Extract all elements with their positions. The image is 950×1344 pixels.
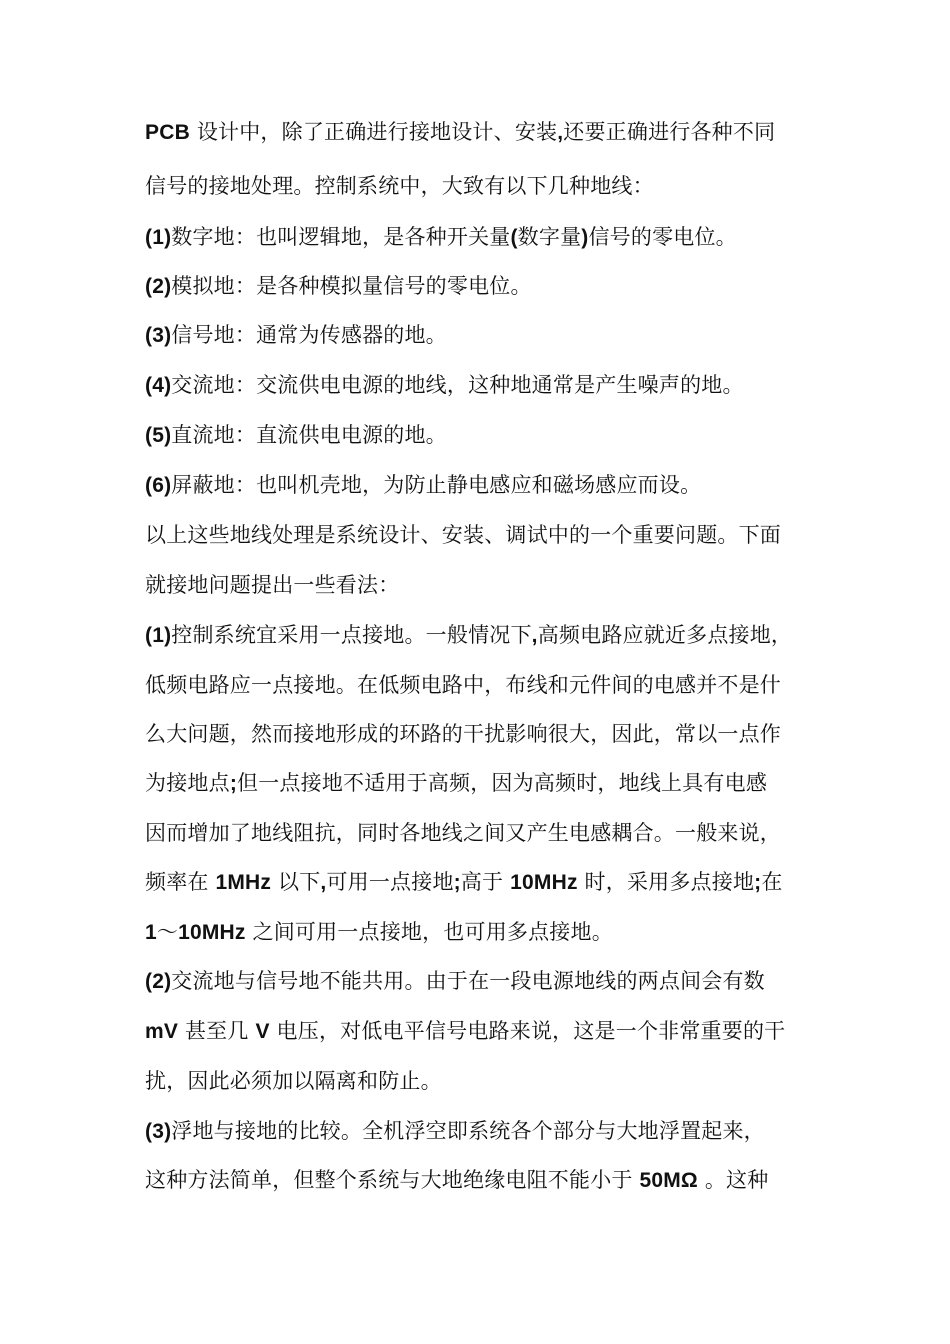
- text-line: [145, 867, 825, 898]
- text-run: 低频电路应一点接地。在低频电路中，布线和元件间的电感并不是什: [145, 673, 781, 697]
- text-run: 么大问题，然而接地形成的环路的干扰影响很大，因此，常以一点作: [145, 722, 781, 746]
- text-run: 电压，对低电平信号电路来说，这是一个非常重要的干: [269, 1019, 786, 1043]
- bold-text-run: V: [255, 1020, 270, 1043]
- bold-text-run: PCB: [145, 121, 190, 144]
- text-line: [145, 1165, 825, 1196]
- text-run: 以下: [271, 870, 321, 894]
- text-line: [145, 320, 825, 351]
- text-line: [145, 1016, 825, 1047]
- text-run: 以上这些地线处理是系统设计、安装、调试中的一个重要问题。下面: [145, 523, 781, 547]
- bold-text-run: ,: [320, 871, 327, 894]
- bold-text-run: (1): [145, 624, 172, 647]
- text-run: 。这种: [697, 1168, 769, 1192]
- text-run: 数字量: [517, 225, 582, 249]
- bold-text-run: (3): [145, 1120, 172, 1143]
- text-run: 高频电路应就近多点接地，: [537, 623, 793, 647]
- text-line: [145, 570, 825, 600]
- text-run: 之间可用一点接地，也可用多点接地。: [245, 920, 613, 944]
- text-run: 浮地与接地的比较。全机浮空即系统各个部分与大地浮置起来，: [171, 1119, 765, 1143]
- text-run: 信号的接地处理。控制系统中，大致有以下几种地线：: [145, 174, 654, 198]
- text-line: [145, 271, 825, 302]
- text-run: 甚至几: [178, 1019, 256, 1043]
- bold-text-run: (2): [145, 275, 172, 298]
- bold-text-run: (: [510, 226, 518, 249]
- bold-text-run: 1: [145, 921, 157, 944]
- bold-text-run: (1): [145, 226, 172, 249]
- bold-text-run: (2): [145, 970, 172, 993]
- text-run: 因而增加了地线阻抗，同时各地线之间又产生电感耦合。一般来说，: [145, 821, 781, 845]
- text-run: 高于: [460, 870, 511, 894]
- text-run: 信号地：通常为传感器的地。: [171, 323, 447, 347]
- bold-text-run: (4): [145, 374, 172, 397]
- bold-text-run: mV: [145, 1020, 179, 1043]
- text-run: 这种方法简单，但整个系统与大地绝缘电阻不能小于: [145, 1168, 640, 1192]
- bold-text-run: (5): [145, 424, 172, 447]
- bold-text-run: ,: [557, 121, 564, 144]
- text-run: 直流地：直流供电电源的地。: [171, 423, 447, 447]
- bold-text-run: (6): [145, 474, 172, 497]
- text-run: 在: [761, 870, 783, 894]
- text-line: [145, 1066, 825, 1096]
- text-run: 交流地：交流供电电源的地线，这种地通常是产生噪声的地。: [171, 373, 744, 397]
- text-run: 屏蔽地：也叫机壳地，为防止静电感应和磁场感应而设。: [171, 473, 702, 497]
- bold-text-run: 50MΩ: [639, 1169, 698, 1192]
- text-run: 频率在: [145, 870, 216, 894]
- text-run: 信号的零电位。: [588, 225, 737, 249]
- text-line: [145, 768, 825, 799]
- text-run: 交流地与信号地不能共用。由于在一段电源地线的两点间会有数: [171, 969, 765, 993]
- text-run: 数字地：也叫逻辑地，是各种开关量: [171, 225, 511, 249]
- text-line: [145, 818, 825, 848]
- bold-text-run: 1MHz: [215, 871, 272, 894]
- text-line: [145, 670, 825, 700]
- bold-text-run: (3): [145, 324, 172, 347]
- text-line: [145, 917, 825, 948]
- text-line: [145, 222, 825, 253]
- text-run: ～: [156, 920, 179, 944]
- text-run: 还要正确进行各种不同: [563, 120, 776, 144]
- text-run: 控制系统宜采用一点接地。一般情况下: [171, 623, 532, 647]
- text-line: [145, 171, 825, 201]
- text-run: 时，采用多点接地: [577, 870, 755, 894]
- text-run: 就接地问题提出一些看法：: [145, 573, 400, 597]
- text-line: [145, 420, 825, 451]
- text-line: [145, 520, 825, 550]
- text-line: [145, 370, 825, 401]
- bold-text-run: 10MHz: [178, 921, 246, 944]
- text-line: [145, 719, 825, 749]
- text-run: 但一点接地不适用于高频，因为高频时，地线上具有电感: [237, 771, 768, 795]
- text-line: [145, 470, 825, 501]
- text-line: [145, 620, 825, 651]
- text-run: 扰，因此必须加以隔离和防止。: [145, 1069, 442, 1093]
- text-run: 为接地点: [145, 771, 230, 795]
- text-run: 可用一点接地: [326, 870, 454, 894]
- bold-text-run: ,: [531, 624, 538, 647]
- bold-text-run: ;: [229, 772, 238, 795]
- text-line: [145, 1116, 825, 1147]
- text-line: [145, 966, 825, 997]
- text-run: 模拟地：是各种模拟量信号的零电位。: [171, 274, 532, 298]
- bold-text-run: ;: [453, 871, 461, 894]
- bold-text-run: ;: [754, 871, 762, 894]
- bold-text-run: ): [581, 226, 589, 249]
- bold-text-run: 10MHz: [510, 871, 578, 894]
- text-line: [145, 117, 825, 148]
- text-run: 设计中，除了正确进行接地设计、安装: [189, 120, 558, 144]
